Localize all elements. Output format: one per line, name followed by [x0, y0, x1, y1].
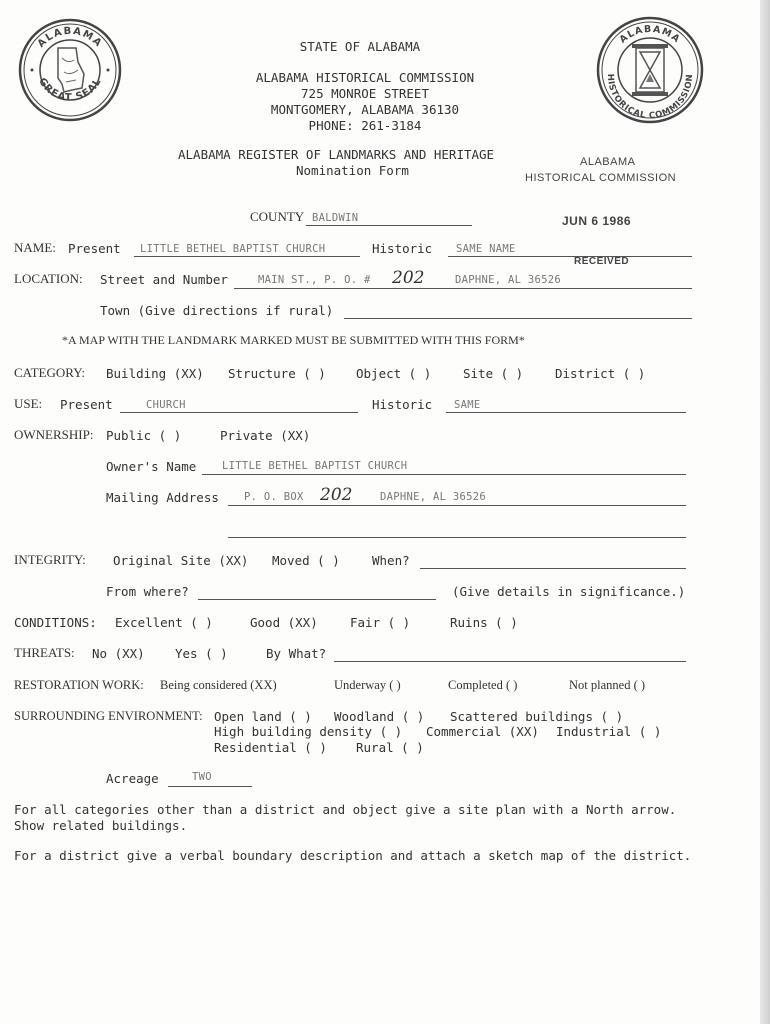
category-label: CATEGORY: — [14, 365, 86, 380]
historical-commission-seal-icon — [596, 14, 704, 126]
threats-no: No (XX) — [92, 646, 145, 661]
name-present-line — [134, 256, 360, 257]
location-label: LOCATION: — [14, 271, 83, 286]
form-title: Nomination Form — [296, 163, 409, 178]
street-city-value: DAPHNE, AL 36526 — [455, 274, 561, 286]
street-value: MAIN ST., P. O. # — [258, 274, 371, 286]
environment-scattered: Scattered buildings ( ) — [450, 709, 624, 724]
agency-phone: PHONE: 261-3184 — [308, 118, 422, 133]
category-site: Site ( ) — [463, 366, 524, 381]
mailing-address-line-2 — [228, 537, 686, 538]
integrity-moved: Moved ( ) — [272, 553, 340, 568]
name-label: NAME: — [14, 240, 56, 255]
environment-residential: Residential ( ) — [214, 740, 327, 755]
restoration-underway: Underway ( ) — [334, 678, 401, 692]
category-object: Object ( ) — [356, 366, 432, 381]
svg-text:ALABAMA: ALABAMA — [35, 25, 105, 50]
agency-city: MONTGOMERY, ALABAMA 36130 — [270, 102, 460, 117]
category-structure: Structure ( ) — [228, 366, 326, 381]
stamp-alabama: ALABAMA — [580, 156, 636, 168]
county-label: COUNTY — [250, 209, 305, 224]
threats-by-what-line — [334, 661, 686, 662]
town-line — [344, 318, 692, 319]
restoration-label: RESTORATION WORK: — [14, 678, 144, 692]
integrity-from-where-line — [198, 599, 436, 600]
integrity-original-site: Original Site (XX) — [113, 553, 249, 568]
conditions-good: Good (XX) — [250, 615, 318, 630]
threats-yes: Yes ( ) — [175, 646, 228, 661]
mailing-address-value: P. O. BOX — [244, 491, 304, 503]
category-district: District ( ) — [555, 366, 646, 381]
agency-street: 725 MONROE STREET — [301, 86, 429, 101]
page-edge — [760, 0, 770, 1024]
environment-commercial: Commercial (XX) — [426, 724, 539, 739]
use-label: USE: — [14, 396, 43, 411]
environment-open-land: Open land ( ) — [214, 709, 312, 724]
use-historic-label: Historic — [372, 397, 433, 412]
integrity-from-where-label: From where? — [106, 584, 189, 599]
use-present-line — [120, 412, 358, 413]
name-present-value: LITTLE BETHEL BAPTIST CHURCH — [140, 243, 326, 255]
restoration-considered: Being considered (XX) — [160, 678, 277, 692]
name-historic-label: Historic — [372, 241, 433, 256]
mailing-city-value: DAPHNE, AL 36526 — [380, 491, 486, 503]
use-historic-line — [446, 412, 686, 413]
integrity-when-label: When? — [372, 553, 410, 568]
threats-label: THREATS: — [14, 645, 75, 660]
name-historic-value: SAME NAME — [456, 243, 516, 255]
environment-rural: Rural ( ) — [356, 740, 424, 755]
name-present-label: Present — [68, 241, 121, 256]
conditions-label: CONDITIONS: — [14, 615, 97, 630]
svg-text:ALABAMA: ALABAMA — [617, 23, 683, 46]
integrity-label: INTEGRITY: — [14, 552, 86, 567]
conditions-fair: Fair ( ) — [350, 615, 411, 630]
ownership-public: Public ( ) — [106, 428, 182, 443]
conditions-ruins: Ruins ( ) — [450, 615, 518, 630]
county-line — [306, 225, 472, 226]
name-historic-line — [448, 256, 692, 257]
ownership-private: Private (XX) — [220, 428, 311, 443]
stamp-commission: HISTORICAL COMMISSION — [525, 172, 677, 184]
acreage-value: TWO — [192, 771, 212, 783]
acreage-label: Acreage — [106, 771, 159, 786]
street-line — [234, 288, 692, 289]
conditions-excellent: Excellent ( ) — [115, 615, 213, 630]
state-heading: STATE OF ALABAMA — [299, 39, 421, 54]
town-label: Town (Give directions if rural) — [100, 303, 334, 318]
category-building: Building (XX) — [106, 366, 204, 381]
ownership-label: OWNERSHIP: — [14, 427, 94, 442]
environment-high-density: High building density ( ) — [214, 724, 403, 739]
stamp-date: JUN 6 1986 — [562, 214, 632, 228]
use-present-label: Present — [60, 397, 113, 412]
map-note: *A MAP WITH THE LANDMARK MARKED MUST BE SUBMITTED WITH THIS FORM* — [62, 333, 525, 347]
note-site-plan: For all categories other than a district and object give a site plan with a North arrow. — [14, 802, 677, 817]
mailing-box-handwritten: 202 — [320, 485, 353, 505]
stamp-received: RECEIVED — [574, 256, 630, 267]
restoration-completed: Completed ( ) — [448, 678, 518, 692]
alabama-great-seal-icon — [18, 18, 122, 122]
environment-woodland: Woodland ( ) — [334, 709, 425, 724]
threats-by-what-label: By What? — [266, 646, 327, 661]
svg-text:HISTORICAL COMMISSION: HISTORICAL COMMISSION — [604, 73, 696, 122]
environment-industrial: Industrial ( ) — [556, 724, 662, 739]
use-present-value: CHURCH — [146, 399, 186, 411]
use-historic-value: SAME — [454, 399, 481, 411]
street-label: Street and Number — [100, 272, 228, 287]
owner-name-line — [202, 474, 686, 475]
integrity-details-note: (Give details in significance.) — [452, 584, 686, 599]
note-district: For a district give a verbal boundary description and attach a sketch map of the district. — [14, 848, 692, 863]
restoration-not-planned: Not planned ( ) — [569, 678, 646, 692]
street-number-handwritten: 202 — [392, 268, 425, 288]
acreage-line — [168, 786, 252, 787]
note-related-buildings: Show related buildings. — [14, 818, 188, 833]
svg-text:GREAT SEAL: GREAT SEAL — [36, 76, 104, 104]
environment-label: SURROUNDING ENVIRONMENT: — [14, 709, 203, 723]
owner-name-value: LITTLE BETHEL BAPTIST CHURCH — [222, 460, 408, 472]
agency-name: ALABAMA HISTORICAL COMMISSION — [255, 70, 475, 85]
integrity-when-line — [420, 568, 686, 569]
register-title: ALABAMA REGISTER OF LANDMARKS AND HERITAGE — [178, 147, 495, 162]
owner-name-label: Owner's Name — [106, 459, 197, 474]
county-value: BALDWIN — [312, 212, 359, 224]
mailing-address-label: Mailing Address — [106, 490, 219, 505]
mailing-address-line — [228, 505, 686, 506]
